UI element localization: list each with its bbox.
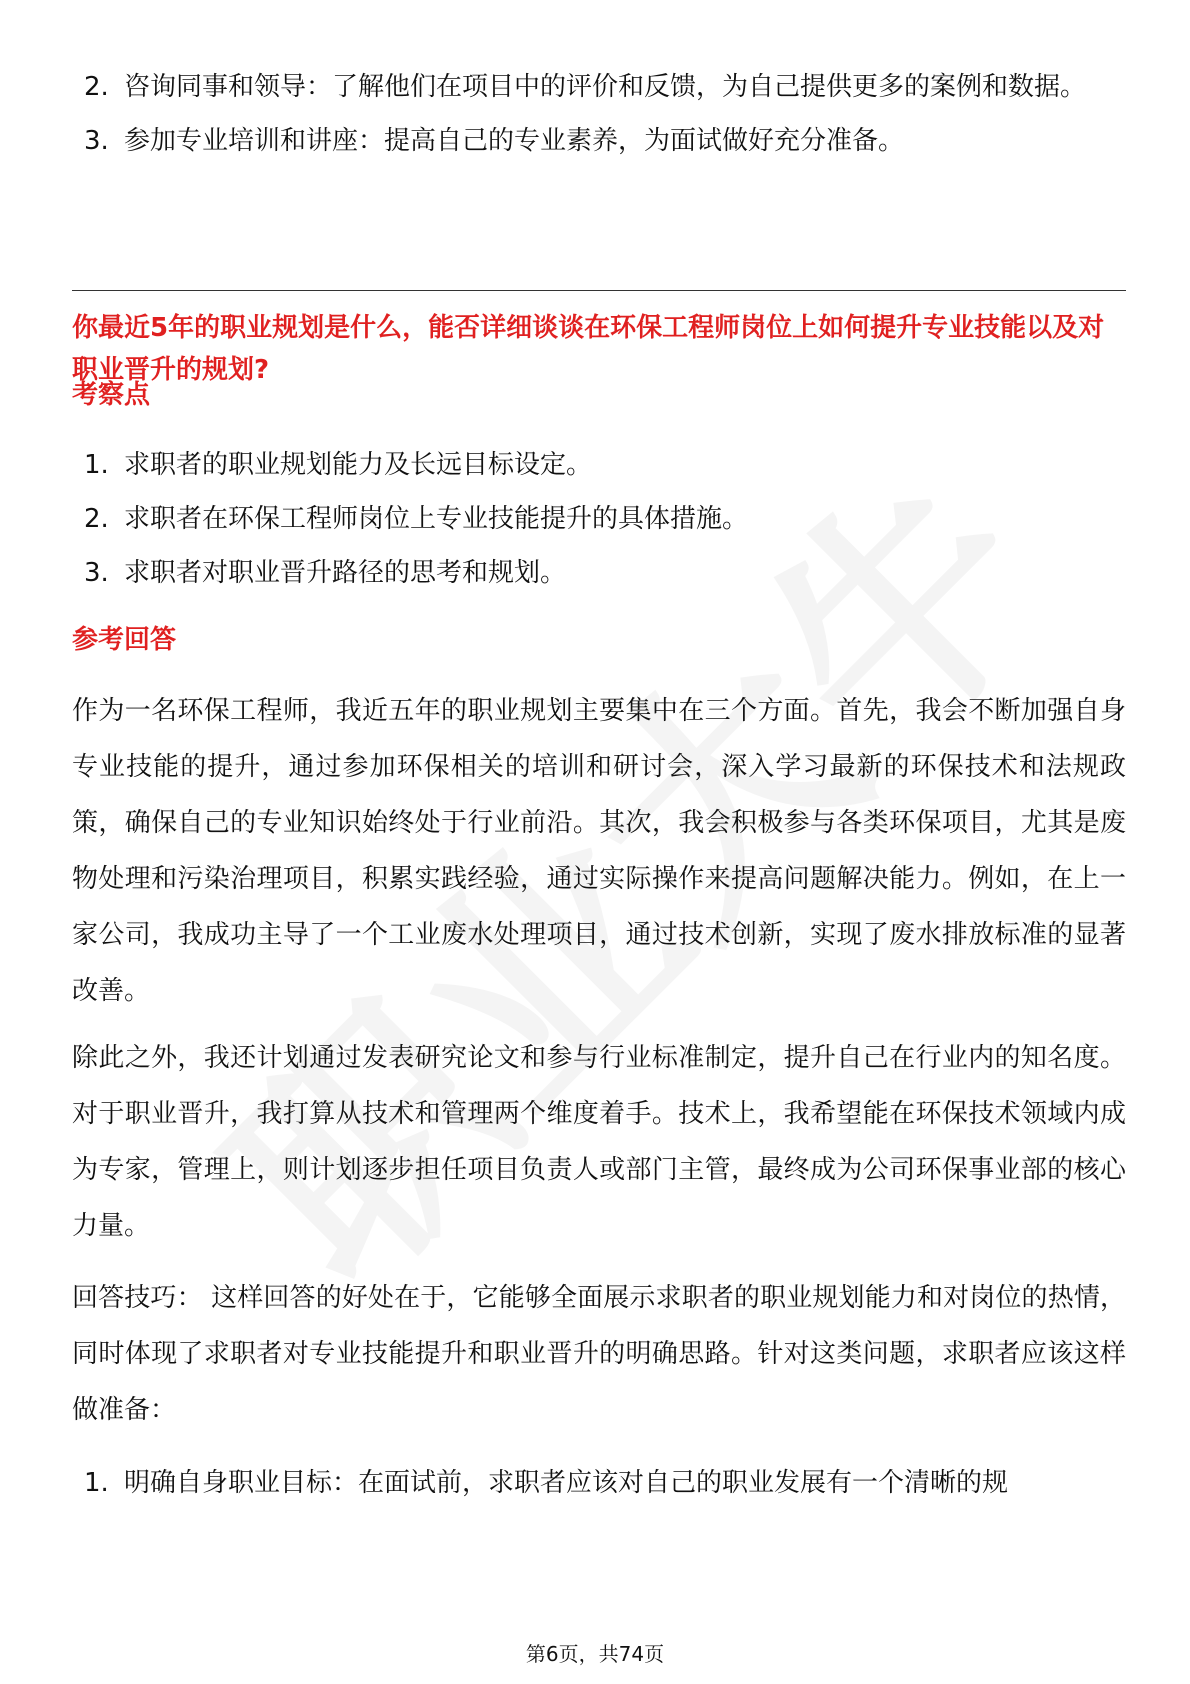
list-text: 咨询同事和领导：了解他们在项目中的评价和反馈，为自己提供更多的案例和数据。: [124, 72, 1087, 102]
list-text: 求职者的职业规划能力及长远目标设定。: [124, 450, 593, 480]
focus-heading: 考察点: [72, 380, 151, 410]
top-numbered-list: [0, 60, 1190, 168]
list-item: [0, 546, 1190, 600]
list-number: 1.: [84, 1468, 109, 1498]
list-text: 明确自身职业目标：在面试前，求职者应该对自己的职业发展有一个清晰的规: [124, 1468, 1009, 1498]
answer-heading: 参考回答: [72, 625, 177, 655]
answer-paragraph: 除此之外，我还计划通过发表研究论文和参与行业标准制定，提升自己在行业内的知名度。对于职业晋升，我打算从技术和管理两个维度着手。技术上，我希望能在环保技术领域内成为专家，管理上，则计划逐步担任项目负责人或部门主管，最终成为公司环保事业部的核心力量。: [72, 1043, 1126, 1241]
list-number: 3.: [84, 558, 109, 588]
focus-list: [0, 438, 1190, 600]
list-item: [0, 438, 1190, 492]
list-item: [0, 60, 1190, 114]
list-number: 2.: [84, 72, 109, 102]
bottom-numbered-list: [0, 1456, 1190, 1510]
list-number: 3.: [84, 126, 109, 156]
list-item: [0, 114, 1190, 168]
list-text: 求职者对职业晋升路径的思考和规划。: [124, 558, 567, 588]
list-number: 2.: [84, 504, 109, 534]
list-text: 参加专业培训和讲座：提高自己的专业素养，为面试做好充分准备。: [124, 126, 905, 156]
list-item: [0, 1456, 1190, 1510]
list-number: 1.: [84, 450, 109, 480]
answer-tips-paragraph: 回答技巧： 这样回答的好处在于，它能够全面展示求职者的职业规划能力和对岗位的热情，同时体现了求职者对专业技能提升和职业晋升的明确思路。针对这类问题，求职者应该这样做准备：: [72, 1283, 1126, 1425]
list-text: 求职者在环保工程师岗位上专业技能提升的具体措施。: [124, 504, 749, 534]
answer-paragraph: 作为一名环保工程师，我近五年的职业规划主要集中在三个方面。首先，我会不断加强自身专业技能的提升，通过参加环保相关的培训和研讨会，深入学习最新的环保技术和法规政策，确保自己的专业知识始终处于行业前沿。其次，我会积极参与各类环保项目，尤其是废物处理和污染治理项目，积累实践经验，通过实际操作来提高问题解决能力。例如，在上一家公司，我成功主导了一个工业废水处理项目，通过技术创新，实现了废水排放标准的显著改善。: [72, 696, 1126, 1006]
section-divider: [72, 290, 1126, 291]
interview-question: 你最近5年的职业规划是什么，能否详细谈谈在环保工程师岗位上如何提升专业技能以及对职业晋升的规划?: [72, 313, 1105, 385]
list-item: [0, 492, 1190, 546]
page-footer: 第6页，共74页: [525, 1642, 665, 1666]
